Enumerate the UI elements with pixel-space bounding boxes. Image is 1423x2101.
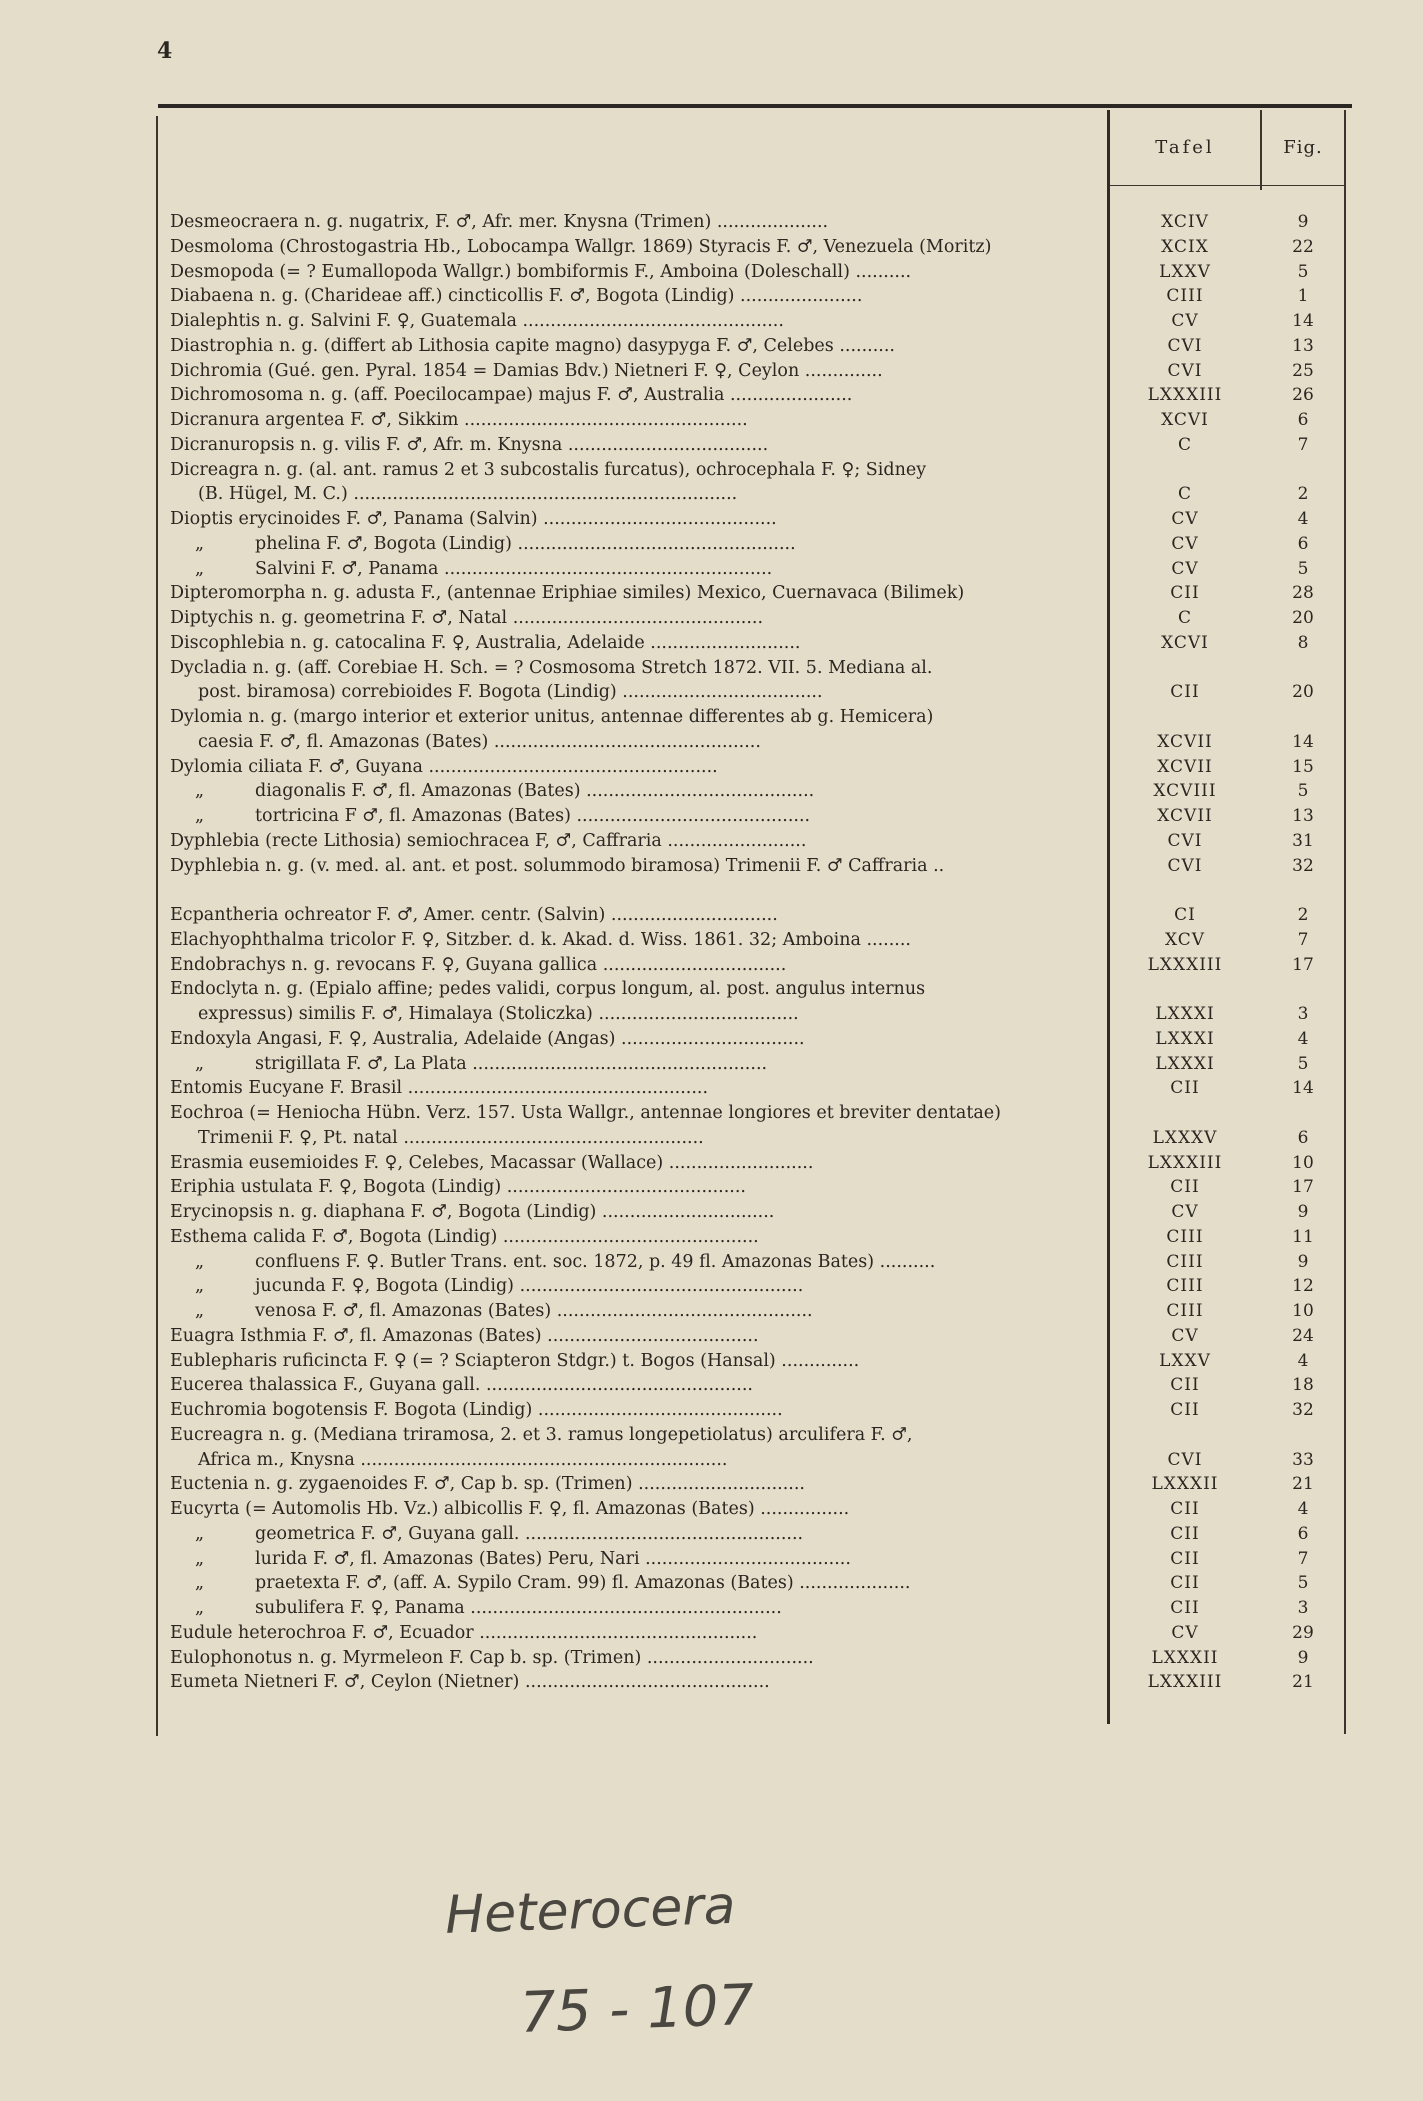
- table-row: [170, 334, 1345, 359]
- fig-cell: 5: [1297, 261, 1309, 282]
- fig-cell: 5: [1297, 1573, 1309, 1594]
- table-row: [170, 1274, 1345, 1299]
- entry-text: Desmoloma (Chrostogastria Hb., Lobocampa Wallgr. 1869) Styracis F. ♂, Venezuela (Moritz): [170, 236, 992, 257]
- handwritten-note-heterocera: Heterocera: [444, 1875, 737, 1946]
- tafel-cell: CV: [1171, 1622, 1199, 1643]
- fig-cell: 5: [1297, 1053, 1309, 1074]
- entry-text: Diastrophia n. g. (differt ab Lithosia capite magno) dasypyga F. ♂, Celebes ..........: [170, 335, 895, 356]
- fig-cell: 18: [1292, 1375, 1314, 1396]
- tafel-cell: C: [1177, 608, 1192, 628]
- fig-cell: 32: [1292, 1400, 1314, 1420]
- table-row: [170, 1151, 1345, 1176]
- entry-text: „ strigillata F. ♂, La Plata .....................................................: [170, 1052, 1100, 1077]
- fig-cell: 28: [1292, 583, 1314, 604]
- table-row: [170, 705, 1345, 730]
- left-rule: [156, 116, 158, 1736]
- entry-text: Desmeocraera n. g. nugatrix, F. ♂, Afr. mer. Knysna (Trimen) ....................: [170, 212, 829, 232]
- fig-cell: 31: [1292, 830, 1314, 851]
- entry-text: Dycladia n. g. (aff. Corebiae H. Sch. = ? Cosmosoma Stretch 1872. VII. 5. Mediana al.: [170, 657, 933, 678]
- table-row: [170, 1101, 1345, 1126]
- entry-text: Dipteromorpha n. g. adusta F., (antennae Eriphiae similes) Mexico, Cuernavaca (Bilimek): [170, 583, 965, 604]
- entry-text: Dyphlebia (recte Lithosia) semiochracea F, ♂, Caffraria .........................: [170, 830, 807, 851]
- entry-text: caesia F. ♂, fl. Amazonas (Bates) ................................................: [198, 731, 761, 752]
- entry-text: Endoxyla Angasi, F. ♀, Australia, Adelaide (Angas) .................................: [170, 1028, 805, 1049]
- tafel-cell: LXXXV: [1152, 1127, 1218, 1148]
- fig-cell: 10: [1292, 1301, 1314, 1321]
- table-row: [170, 1547, 1345, 1572]
- tafel-cell: XCVII: [1157, 806, 1213, 826]
- table-row: [170, 532, 1345, 557]
- tafel-cell: XCVII: [1157, 756, 1213, 777]
- tafel-cell: LXXXIII: [1147, 385, 1223, 406]
- table-row: [170, 383, 1345, 408]
- fig-cell: 11: [1292, 1226, 1314, 1247]
- ditto-mark: „: [195, 1598, 205, 1618]
- tafel-cell: CVI: [1167, 855, 1203, 876]
- entry-text: Erasmia eusemioides F. ♀, Celebes, Macassar (Wallace) ..........................: [170, 1152, 814, 1173]
- fig-cell: 15: [1292, 756, 1314, 777]
- tafel-cell: CII: [1170, 1523, 1200, 1544]
- table-row: [170, 878, 1345, 903]
- tafel-cell: CII: [1170, 1499, 1200, 1519]
- entry-text: (B. Hügel, M. C.) .....................................................................: [198, 484, 738, 505]
- table-row: [170, 1002, 1345, 1027]
- tafel-cell: LXXXIII: [1147, 954, 1223, 975]
- entry-text: Dyphlebia n. g. (v. med. al. ant. et post. solummodo biramosa) Trimenii F. ♂ Caffraria ..: [170, 855, 945, 876]
- table-row: [170, 779, 1345, 804]
- tafel-cell: CV: [1171, 311, 1199, 331]
- entry-text: Esthema calida F. ♂, Bogota (Lindig) ..............................................: [170, 1226, 759, 1247]
- table-row: [170, 1200, 1345, 1225]
- table-row: [170, 755, 1345, 780]
- fig-cell: 21: [1292, 1474, 1314, 1495]
- fig-cell: 17: [1292, 954, 1314, 975]
- tafel-cell: CIII: [1166, 1301, 1204, 1321]
- fig-cell: 13: [1292, 806, 1314, 826]
- tafel-cell: XCVI: [1161, 632, 1209, 653]
- table-row: [170, 1250, 1345, 1275]
- tafel-cell: CII: [1170, 1078, 1200, 1099]
- fig-cell: 3: [1297, 1598, 1309, 1618]
- fig-cell: 21: [1292, 1672, 1314, 1693]
- fig-cell: 10: [1292, 1152, 1314, 1173]
- table-row: [170, 1225, 1345, 1250]
- fig-cell: 7: [1297, 434, 1309, 455]
- tafel-cell: LXXXII: [1151, 1474, 1219, 1495]
- entry-text: Eulophonotus n. g. Myrmeleon F. Cap b. sp. (Trimen) ..............................: [170, 1647, 814, 1668]
- table-row: [170, 1497, 1345, 1522]
- tafel-cell: LXXXII: [1151, 1647, 1219, 1668]
- table-row: [170, 507, 1345, 532]
- tafel-cell: CIII: [1166, 1276, 1204, 1297]
- entry-text: Dylomia ciliata F. ♂, Guyana ....................................................: [170, 756, 718, 777]
- fig-column-header: Fig.: [1283, 137, 1323, 158]
- fig-cell: 9: [1297, 212, 1309, 232]
- table-row: [170, 458, 1345, 483]
- entry-text: Euctenia n. g. zygaenoides F. ♂, Cap b. sp. (Trimen) ..............................: [170, 1474, 805, 1495]
- tafel-cell: CII: [1170, 1573, 1200, 1594]
- table-row: [170, 1373, 1345, 1398]
- fig-cell: 6: [1297, 410, 1309, 430]
- entry-text: „ jucunda F. ♀, Bogota (Lindig) ...................................................: [170, 1274, 1100, 1299]
- table-row: [170, 1448, 1345, 1473]
- table-row: [170, 581, 1345, 606]
- fig-cell: 25: [1292, 360, 1314, 381]
- entry-text: Dicranuropsis n. g. vilis F. ♂, Afr. m. Knysna ....................................: [170, 434, 769, 455]
- table-row: [170, 1299, 1345, 1324]
- tafel-cell: CV: [1171, 558, 1199, 579]
- table-row: [170, 631, 1345, 656]
- ditto-mark: „: [195, 1276, 205, 1297]
- ditto-mark: „: [195, 1251, 205, 1272]
- page-number: 4: [157, 38, 173, 64]
- tafel-cell: CVI: [1167, 1449, 1203, 1470]
- entry-text: Endobrachys n. g. revocans F. ♀, Guyana gallica .................................: [170, 954, 787, 975]
- entry-text: expressus) similis F. ♂, Himalaya (Stoliczka) ....................................: [198, 1004, 799, 1024]
- top-rule: [158, 104, 1352, 108]
- fig-cell: 29: [1292, 1622, 1314, 1643]
- tafel-column-header: Tafel: [1155, 137, 1215, 158]
- tafel-cell: XCV: [1164, 929, 1206, 950]
- tafel-cell: CV: [1171, 533, 1199, 554]
- tafel-cell: LXXXI: [1155, 1053, 1215, 1074]
- table-row: [170, 1423, 1345, 1448]
- tafel-cell: CV: [1171, 1325, 1199, 1346]
- table-row: [170, 359, 1345, 384]
- ditto-mark: „: [195, 1053, 205, 1074]
- entry-text: Dicranura argentea F. ♂, Sikkim ...................................................: [170, 410, 748, 430]
- entry-text: Eriphia ustulata F. ♀, Bogota (Lindig) ...........................................: [170, 1177, 746, 1198]
- tafel-cell: XCVII: [1157, 731, 1213, 752]
- entry-text: Dichromosoma n. g. (aff. Poecilocampae) majus F. ♂, Australia ......................: [170, 385, 853, 406]
- entry-text: Eumeta Nietneri F. ♂, Ceylon (Nietner) ............................................: [170, 1672, 770, 1693]
- table-row: [170, 656, 1345, 681]
- entry-text: Trimenii F. ♀, Pt. natal ......................................................: [198, 1127, 704, 1148]
- fig-cell: 4: [1297, 509, 1309, 529]
- tafel-cell: LXXXI: [1155, 1028, 1215, 1049]
- table-row: [170, 1175, 1345, 1200]
- table-row: [170, 1076, 1345, 1101]
- tafel-cell: CV: [1171, 1202, 1199, 1222]
- table-row: [170, 829, 1345, 854]
- tafel-cell: CII: [1170, 583, 1200, 604]
- tafel-cell: CII: [1170, 1548, 1200, 1569]
- table-row: [170, 1027, 1345, 1052]
- tafel-cell: CIII: [1166, 1226, 1204, 1247]
- fig-cell: 17: [1292, 1177, 1314, 1198]
- entry-text: Ecpantheria ochreator F. ♂, Amer. centr. (Salvin) ..............................: [170, 905, 778, 925]
- table-row: [170, 433, 1345, 458]
- fig-cell: 5: [1297, 781, 1309, 802]
- ditto-mark: „: [195, 781, 205, 802]
- tafel-cell: C: [1177, 434, 1192, 455]
- fig-cell: 14: [1292, 1078, 1314, 1099]
- ditto-mark: „: [195, 1301, 205, 1321]
- tafel-cell: CI: [1174, 905, 1196, 925]
- entry-text: post. biramosa) correbioides F. Bogota (Lindig) ....................................: [198, 682, 823, 703]
- table-row: [170, 1052, 1345, 1077]
- entry-text: „ venosa F. ♂, fl. Amazonas (Bates) ..............................................: [170, 1299, 1100, 1324]
- tafel-cell: CVI: [1167, 830, 1203, 851]
- table-row: [170, 557, 1345, 582]
- fig-cell: 8: [1297, 632, 1309, 653]
- entry-text: Eublepharis ruficincta F. ♀ (= ? Sciapteron Stdgr.) t. Bogos (Hansal) ..............: [170, 1350, 860, 1371]
- table-row: [170, 928, 1345, 953]
- fig-cell: 26: [1292, 385, 1314, 406]
- fig-cell: 33: [1292, 1449, 1314, 1470]
- fig-cell: 6: [1297, 533, 1309, 554]
- table-row: [170, 1522, 1345, 1547]
- fig-cell: 7: [1297, 1548, 1309, 1569]
- entry-text: „ diagonalis F. ♂, fl. Amazonas (Bates) .........................................: [170, 779, 1100, 804]
- entry-text: „ praetexta F. ♂, (aff. A. Sypilo Cram. 99) fl. Amazonas (Bates) ....................: [170, 1571, 1100, 1596]
- entry-text: „ confluens F. ♀. Butler Trans. ent. soc. 1872, p. 49 fl. Amazonas Bates) ..........: [170, 1250, 1100, 1275]
- fig-cell: 6: [1297, 1523, 1309, 1544]
- table-row: [170, 854, 1345, 879]
- tafel-cell: C: [1177, 484, 1192, 505]
- entry-text: Discophlebia n. g. catocalina F. ♀, Australia, Adelaide ...........................: [170, 632, 801, 653]
- entry-text: Dicreagra n. g. (al. ant. ramus 2 et 3 subcostalis furcatus), ochrocephala F. ♀; Sidney: [170, 459, 927, 480]
- table-row: [170, 1646, 1345, 1671]
- entry-text: „ phelina F. ♂, Bogota (Lindig) ..................................................: [170, 532, 1100, 557]
- entry-text: Eucyrta (= Automolis Hb. Vz.) albicollis F. ♀, fl. Amazonas (Bates) ................: [170, 1499, 850, 1519]
- entry-text: Dioptis erycinoides F. ♂, Panama (Salvin) ..........................................: [170, 509, 777, 529]
- table-row: [170, 235, 1345, 260]
- fig-cell: 6: [1297, 1127, 1309, 1148]
- fig-cell: 14: [1292, 311, 1314, 331]
- entry-text: Eochroa (= Heniocha Hübn. Verz. 157. Usta Wallgr., antennae longiores et breviter dentatae): [170, 1103, 1001, 1123]
- tafel-cell: CIII: [1166, 286, 1204, 307]
- entry-text: Euagra Isthmia F. ♂, fl. Amazonas (Bates) ......................................: [170, 1325, 759, 1346]
- table-row: [170, 482, 1345, 507]
- fig-cell: 7: [1297, 929, 1309, 950]
- table-row: [170, 260, 1345, 285]
- fig-cell: 20: [1292, 682, 1314, 703]
- header-rule: [1110, 185, 1344, 186]
- table-row: [170, 1349, 1345, 1374]
- tafel-cell: CII: [1170, 1375, 1200, 1396]
- entry-text: Dylomia n. g. (margo interior et exterior unitus, antennae differentes ab g. Hemicera): [170, 707, 934, 727]
- fig-cell: 13: [1292, 335, 1314, 356]
- entry-text: Africa m., Knysna ..................................................................: [198, 1449, 728, 1470]
- tafel-cell: LXXV: [1159, 1350, 1211, 1371]
- table-row: [170, 1472, 1345, 1497]
- tafel-cell: XCIX: [1161, 236, 1209, 257]
- fig-cell: 5: [1297, 558, 1309, 579]
- tafel-cell: LXXXIII: [1147, 1152, 1223, 1173]
- fig-cell: 12: [1292, 1276, 1314, 1297]
- ditto-mark: „: [195, 533, 205, 554]
- fig-cell: 9: [1297, 1251, 1309, 1272]
- tafel-cell: LXXV: [1159, 261, 1211, 282]
- tafel-cell: CII: [1170, 1177, 1200, 1198]
- fig-cell: 20: [1292, 608, 1314, 628]
- entry-text: „ Salvini F. ♂, Panama ...........................................................: [170, 557, 1100, 582]
- fig-cell: 14: [1292, 731, 1314, 752]
- entry-text: Elachyophthalma tricolor F. ♀, Sitzber. d. k. Akad. d. Wiss. 1861. 32; Amboina ........: [170, 929, 911, 950]
- fig-cell: 9: [1297, 1202, 1309, 1222]
- fig-cell: 2: [1297, 905, 1309, 925]
- fig-cell: 1: [1297, 286, 1309, 307]
- table-row: [170, 1670, 1345, 1695]
- ditto-mark: „: [195, 1573, 205, 1594]
- tafel-cell: LXXXIII: [1147, 1672, 1223, 1693]
- entry-text: Diabaena n. g. (Charideae aff.) cincticollis F. ♂, Bogota (Lindig) ......................: [170, 286, 863, 307]
- entry-text: Erycinopsis n. g. diaphana F. ♂, Bogota (Lindig) ...............................: [170, 1202, 775, 1222]
- entry-text: Euchromia bogotensis F. Bogota (Lindig) ............................................: [170, 1400, 783, 1420]
- fig-cell: 24: [1292, 1325, 1314, 1346]
- entry-text: Diptychis n. g. geometrina F. ♂, Natal .............................................: [170, 608, 764, 628]
- fig-cell: 9: [1297, 1647, 1309, 1668]
- tafel-cell: XCVI: [1161, 410, 1209, 430]
- table-row: [170, 1596, 1345, 1621]
- ditto-mark: „: [195, 1548, 205, 1569]
- entry-text: Eucerea thalassica F., Guyana gall. ................................................: [170, 1375, 753, 1396]
- entry-text: Dichromia (Gué. gen. Pyral. 1854 = Damias Bdv.) Nietneri F. ♀, Ceylon ..............: [170, 360, 883, 381]
- tafel-cell: CVI: [1167, 360, 1203, 381]
- tafel-cell: CII: [1170, 1598, 1200, 1618]
- table-row: [170, 1126, 1345, 1151]
- tafel-cell: LXXXI: [1155, 1004, 1215, 1024]
- table-row: [170, 1571, 1345, 1596]
- tafel-cell: XCVIII: [1153, 781, 1217, 802]
- fig-cell: 22: [1292, 236, 1314, 257]
- table-row: [170, 680, 1345, 705]
- tafel-cell: CIII: [1166, 1251, 1204, 1272]
- tafel-cell: CV: [1171, 509, 1199, 529]
- entry-text: Desmopoda (= ? Eumallopoda Wallgr.) bombiformis F., Amboina (Doleschall) ..........: [170, 261, 912, 282]
- fig-cell: 3: [1297, 1004, 1309, 1024]
- ditto-mark: „: [195, 558, 205, 579]
- table-row: [170, 804, 1345, 829]
- entry-text: „ subulifera F. ♀, Panama ........................................................: [170, 1596, 1100, 1621]
- table-row: [170, 309, 1345, 334]
- entry-text: Entomis Eucyane F. Brasil ......................................................: [170, 1078, 709, 1099]
- ditto-mark: „: [195, 806, 205, 826]
- table-row: [170, 977, 1345, 1002]
- table-row: [170, 903, 1345, 928]
- entry-text: Eucreagra n. g. (Mediana triramosa, 2. et 3. ramus longepetiolatus) arculifera F. ♂,: [170, 1424, 913, 1445]
- entry-text: Endoclyta n. g. (Epialo affine; pedes validi, corpus longum, al. post. angulus internus: [170, 979, 926, 1000]
- entry-text: Eudule heterochroa F. ♂, Ecuador ..................................................: [170, 1622, 758, 1643]
- tafel-cell: CII: [1170, 1400, 1200, 1420]
- table-row: [170, 1324, 1345, 1349]
- fig-cell: 4: [1297, 1499, 1309, 1519]
- table-row: [170, 606, 1345, 631]
- tafel-cell: CVI: [1167, 335, 1203, 356]
- table-row: [170, 284, 1345, 309]
- ditto-mark: „: [195, 1523, 205, 1544]
- handwritten-note-range: 75 - 107: [518, 1972, 756, 2046]
- table-row: [170, 1398, 1345, 1423]
- entry-text: „ tortricina F ♂, fl. Amazonas (Bates) ..........................................: [170, 804, 1100, 829]
- fig-cell: 32: [1292, 855, 1314, 876]
- fig-cell: 2: [1297, 484, 1309, 505]
- entry-text: „ lurida F. ♂, fl. Amazonas (Bates) Peru, Nari .....................................: [170, 1547, 1100, 1572]
- tafel-cell: XCIV: [1161, 212, 1209, 232]
- fig-cell: 4: [1297, 1350, 1309, 1371]
- entry-text: Dialephtis n. g. Salvini F. ♀, Guatemala ...............................................: [170, 311, 784, 331]
- table-row: [170, 953, 1345, 978]
- entry-text: „ geometrica F. ♂, Guyana gall. ..................................................: [170, 1522, 1100, 1547]
- table-row: [170, 730, 1345, 755]
- tafel-cell: CII: [1170, 682, 1200, 703]
- table-row: [170, 1621, 1345, 1646]
- fig-cell: 4: [1297, 1028, 1309, 1049]
- table-row: [170, 210, 1345, 235]
- table-row: [170, 408, 1345, 433]
